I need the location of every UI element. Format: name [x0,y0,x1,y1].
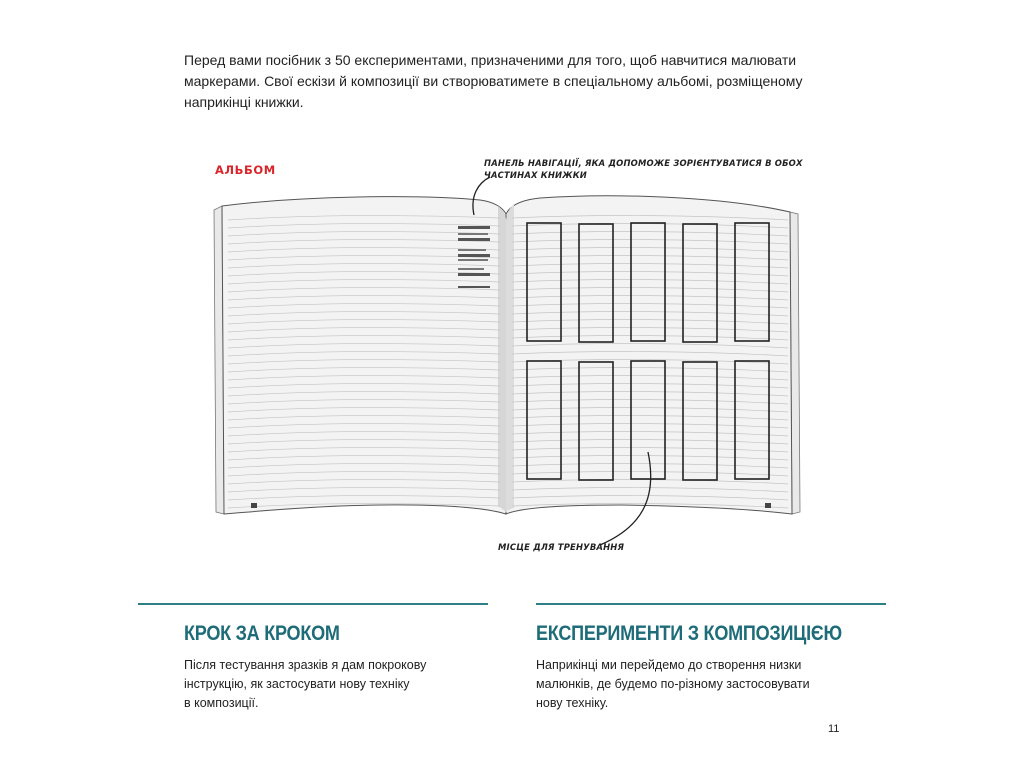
page-texture-line [512,448,788,452]
practice-callout-arrow [600,452,651,545]
album-left-page [222,197,506,514]
composition-experiments-text [536,656,810,713]
page-texture-line [228,400,500,404]
page-texture-line [228,456,500,460]
page-texture-line [512,216,788,220]
practice-frame [683,362,717,480]
page-texture-line [228,336,500,340]
page-texture-line [228,312,500,316]
practice-frame [527,361,561,479]
intro-paragraph [184,50,824,113]
practice-frames [527,223,769,480]
text-line: інструкцію, як застосувати нову техніку [184,677,410,691]
right-page-marker [765,503,771,508]
page-texture-line [228,392,500,396]
page-texture-line [228,288,500,292]
page-texture-line [228,352,500,356]
page-texture-line [512,488,788,492]
page-texture-line [228,264,500,268]
page-texture-line [512,328,788,332]
album-right-page [506,196,792,514]
step-by-step-heading: КРОК ЗА КРОКОМ [184,622,340,645]
page-texture-line [512,376,788,380]
page-texture-line [228,496,500,500]
page-texture-line [512,400,788,404]
text-line: малюнків, де будемо по-різному застосовувати [536,677,810,691]
page-texture-line [512,504,788,508]
page-texture-line [228,240,500,244]
page-texture-line [228,360,500,364]
page-texture-line [512,320,788,324]
step-by-step-text [184,656,426,713]
composition-experiments-heading: ЕКСПЕРИМЕНТИ З КОМПОЗИЦІЄЮ [536,622,842,645]
page-texture-line [512,336,788,340]
page-texture-line [228,344,500,348]
page-texture-line [228,256,500,260]
section-divider-right [536,603,886,605]
page-texture-line [512,464,788,468]
page-texture-line [512,496,788,500]
section-divider-left [138,603,488,605]
left-page-marker [251,503,257,508]
page-texture-line [512,416,788,420]
page-texture-line [512,392,788,396]
navigation-panel-note [484,157,803,181]
page-texture-line [512,248,788,252]
page-texture-line [228,304,500,308]
page-texture-line [512,256,788,260]
page-texture-line [228,328,500,332]
page-texture-line [512,440,788,444]
practice-frame [683,224,717,342]
page-texture-line [228,216,500,220]
page-texture-line [228,272,500,276]
page-texture-line [512,224,788,228]
page-texture-line [512,304,788,308]
page-texture-line [512,344,788,348]
page-texture-line [512,240,788,244]
page-texture-line [512,432,788,436]
page-texture-line [512,480,788,484]
page-texture-line [228,376,500,380]
page-texture-line [228,232,500,236]
practice-area-note: МІСЦЕ ДЛЯ ТРЕНУВАННЯ [498,542,625,552]
page-texture-line [512,312,788,316]
page-texture-line [228,416,500,420]
page-texture-line [512,280,788,284]
practice-frame [735,223,769,341]
page-texture-line [512,352,788,356]
page-texture-line [228,472,500,476]
practice-frame [631,361,665,479]
page-texture-line [512,288,788,292]
text-line: в композиції. [184,696,259,710]
page-number: 11 [828,723,840,735]
page-texture-line [512,472,788,476]
page-texture-line [228,296,500,300]
page-texture-line [228,480,500,484]
page-texture-line [512,272,788,276]
page-texture-line [512,424,788,428]
page-texture-line [228,248,500,252]
page-texture-line [512,408,788,412]
page-texture-line [512,296,788,300]
note-line: ЧАСТИНАХ КНИЖКИ [484,170,587,180]
page-texture-line [228,320,500,324]
text-line: Наприкінці ми перейдемо до створення низки [536,658,802,672]
intro-line: наприкінці книжки. [184,94,304,110]
page-texture-line [228,224,500,228]
page-texture-line [512,360,788,364]
page-texture-line [228,504,500,508]
page-texture-line [228,280,500,284]
page-texture-line [228,424,500,428]
navigation-panel [458,226,490,288]
practice-frame [735,361,769,479]
page-texture-line [512,384,788,388]
page-texture-line [228,384,500,388]
practice-frame [631,223,665,341]
page-texture-line [228,464,500,468]
album-label: АЛЬБОМ [215,163,276,177]
page-texture-line [228,448,500,452]
text-line: Після тестування зразків я дам покрокову [184,658,427,672]
page-texture-line [512,368,788,372]
page-texture-line [228,488,500,492]
page-texture-line [512,456,788,460]
practice-frame [527,223,561,341]
nav-callout-arrow [473,177,490,215]
page-texture-line [228,408,500,412]
practice-frame [579,224,613,342]
page-texture-line [228,440,500,444]
page-texture-line [228,432,500,436]
album-book [214,196,800,514]
text-line: нову техніку. [536,696,609,710]
page-texture-lines [228,216,788,508]
intro-line: маркерами. Свої ескізи й композиції ви створюватимете в спеціальному альбомі, розміщеному [184,73,803,89]
page-texture-line [228,368,500,372]
page-texture-line [512,232,788,236]
practice-frame [579,362,613,480]
note-line: ПАНЕЛЬ НАВІГАЦІЇ, ЯКА ДОПОМОЖЕ ЗОРІЄНТУВАТИСЯ В ОБОХ [484,158,803,168]
intro-line: Перед вами посібник з 50 експериментами, призначеними для того, щоб навчитися малювати [184,52,797,68]
page-texture-line [512,264,788,268]
